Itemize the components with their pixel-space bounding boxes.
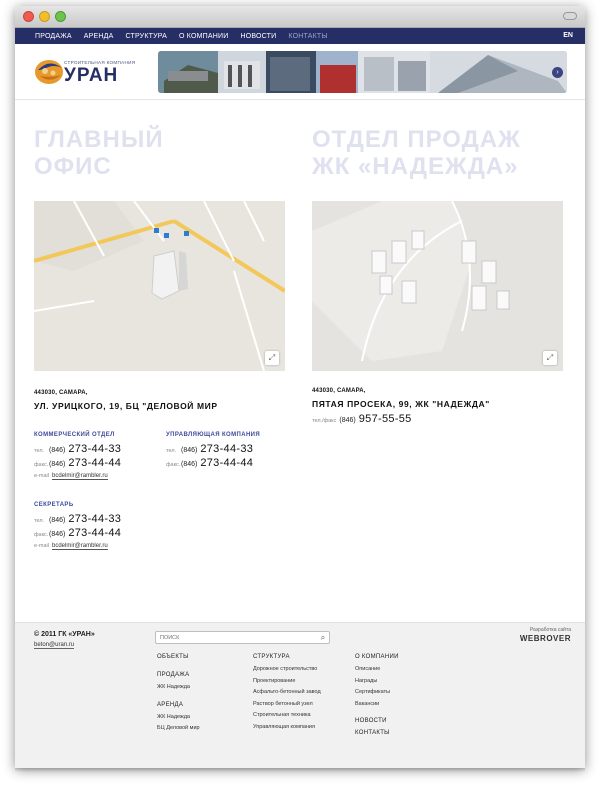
sales-office-phone: тел./факс (846) 957-55-55: [312, 413, 412, 425]
main-office-address: УЛ. УРИЦКОГО, 19, БЦ "ДЕЛОВОЙ МИР: [34, 401, 218, 411]
secretary-phone: тел. (846) 273-44-33: [34, 513, 122, 525]
commercial-fax: факс. (846) 273-44-44: [34, 457, 122, 469]
sales-office-map[interactable]: [312, 201, 563, 371]
toolbar-toggle-button[interactable]: [563, 12, 577, 20]
main-office-title: ГЛАВНЫЙ ОФИС: [34, 126, 164, 180]
secretary-fax: факс. (846) 273-44-44: [34, 527, 122, 539]
secretary-heading: СЕКРЕТАРЬ: [34, 502, 74, 508]
company-logo[interactable]: [34, 56, 146, 88]
footer-link[interactable]: ЖК Надежда: [157, 713, 190, 720]
logo-mark-icon: [34, 56, 66, 86]
footer-col-objects: [157, 654, 200, 737]
footer-search-input[interactable]: [155, 631, 330, 644]
footer-structure-heading[interactable]: СТРУКТУРА: [253, 654, 290, 660]
developer-logo[interactable]: WEBROVER: [519, 634, 571, 643]
sales-office-zip: 443030, САМАРА,: [312, 388, 366, 394]
main-office-map[interactable]: [34, 201, 285, 371]
footer-link[interactable]: Строительная техника: [253, 712, 311, 718]
footer-copyright: © 2011 ГК «УРАН»: [34, 631, 95, 638]
sales-office-address: ПЯТАЯ ПРОСЕКА, 99, ЖК "НАДЕЖДА": [312, 399, 490, 409]
footer-link[interactable]: Описание: [355, 666, 381, 672]
nav-item-sale[interactable]: ПРОДАЖА: [35, 32, 72, 40]
site-footer: [15, 622, 585, 768]
footer-link[interactable]: Асфальто-бетонный завод: [253, 689, 321, 695]
secretary-email: e-mail bcdelmir@rambler.ru: [34, 543, 108, 549]
site-header: [15, 44, 585, 100]
header-banner-image: [158, 51, 567, 93]
footer-link[interactable]: Награды: [355, 677, 378, 684]
management-phone: тел. (846) 273-44-33: [166, 443, 254, 455]
footer-link[interactable]: БЦ Деловой мир: [157, 725, 200, 731]
window-titlebar: [15, 6, 585, 28]
expand-map-icon[interactable]: ⤢: [543, 351, 557, 365]
footer-link[interactable]: Раствор бетонный узел: [253, 700, 313, 707]
footer-about-heading[interactable]: О КОМПАНИИ: [355, 654, 399, 660]
logo-subtitle: СТРОИТЕЛЬНАЯ КОМПАНИЯ: [64, 60, 136, 65]
footer-objects-heading[interactable]: ОБЪЕКТЫ: [157, 654, 189, 660]
footer-link[interactable]: Вакансии: [355, 700, 380, 707]
footer-link[interactable]: ЖК Надежда: [157, 684, 190, 690]
footer-link[interactable]: Проектирование: [253, 677, 296, 684]
nav-item-structure[interactable]: СТРУКТУРА: [125, 32, 167, 40]
minimize-window-button[interactable]: [39, 11, 50, 22]
footer-col-about: [355, 654, 399, 742]
footer-link[interactable]: Дорожное строительство: [253, 666, 318, 672]
window-shadow: [15, 768, 585, 772]
footer-contacts-link[interactable]: КОНТАКТЫ: [355, 730, 390, 736]
close-window-button[interactable]: [23, 11, 34, 22]
language-switch-en[interactable]: EN: [563, 32, 573, 39]
developer-label: Разработка сайта: [529, 627, 571, 633]
nav-item-news[interactable]: НОВОСТИ: [240, 32, 277, 40]
footer-link[interactable]: Сертификаты: [355, 689, 391, 695]
browser-window: [15, 6, 585, 768]
main-office-zip: 443030, САМАРА,: [34, 390, 88, 396]
nav-item-contacts[interactable]: КОНТАКТЫ: [288, 32, 328, 40]
main-navigation: [15, 28, 585, 44]
management-company-heading: УПРАВЛЯЮЩАЯ КОМПАНИЯ: [166, 432, 261, 438]
nav-item-rent[interactable]: АРЕНДА: [83, 32, 114, 40]
secretary-email-link[interactable]: bcdelmir@rambler.ru: [51, 543, 108, 549]
zoom-window-button[interactable]: [55, 11, 66, 22]
commercial-email: e-mail bcdelmir@rambler.ru: [34, 473, 108, 479]
commercial-email-link[interactable]: bcdelmir@rambler.ru: [51, 473, 108, 479]
footer-email-link[interactable]: beton@uran.ru: [34, 642, 75, 648]
nav-item-about[interactable]: О КОМПАНИИ: [178, 32, 229, 40]
contacts-content: [15, 100, 585, 628]
banner-next-button[interactable]: ›: [552, 67, 563, 78]
commercial-dept-heading: КОММЕРЧЕСКИЙ ОТДЕЛ: [34, 432, 115, 438]
footer-news-link[interactable]: НОВОСТИ: [355, 718, 387, 724]
footer-rent-heading[interactable]: АРЕНДА: [157, 701, 184, 708]
management-fax: факс. (846) 273-44-44: [166, 457, 254, 469]
search-icon[interactable]: ⌕: [320, 633, 326, 642]
expand-map-icon[interactable]: ⤢: [265, 351, 279, 365]
footer-col-structure: [253, 654, 321, 735]
logo-name: УРАН: [64, 65, 119, 86]
commercial-phone: тел. (846) 273-44-33: [34, 443, 122, 455]
footer-sale-heading[interactable]: ПРОДАЖА: [157, 672, 190, 678]
sales-office-title: ОТДЕЛ ПРОДАЖ ЖК «НАДЕЖДА»: [312, 126, 521, 180]
footer-link[interactable]: Управляющая компания: [253, 723, 315, 730]
